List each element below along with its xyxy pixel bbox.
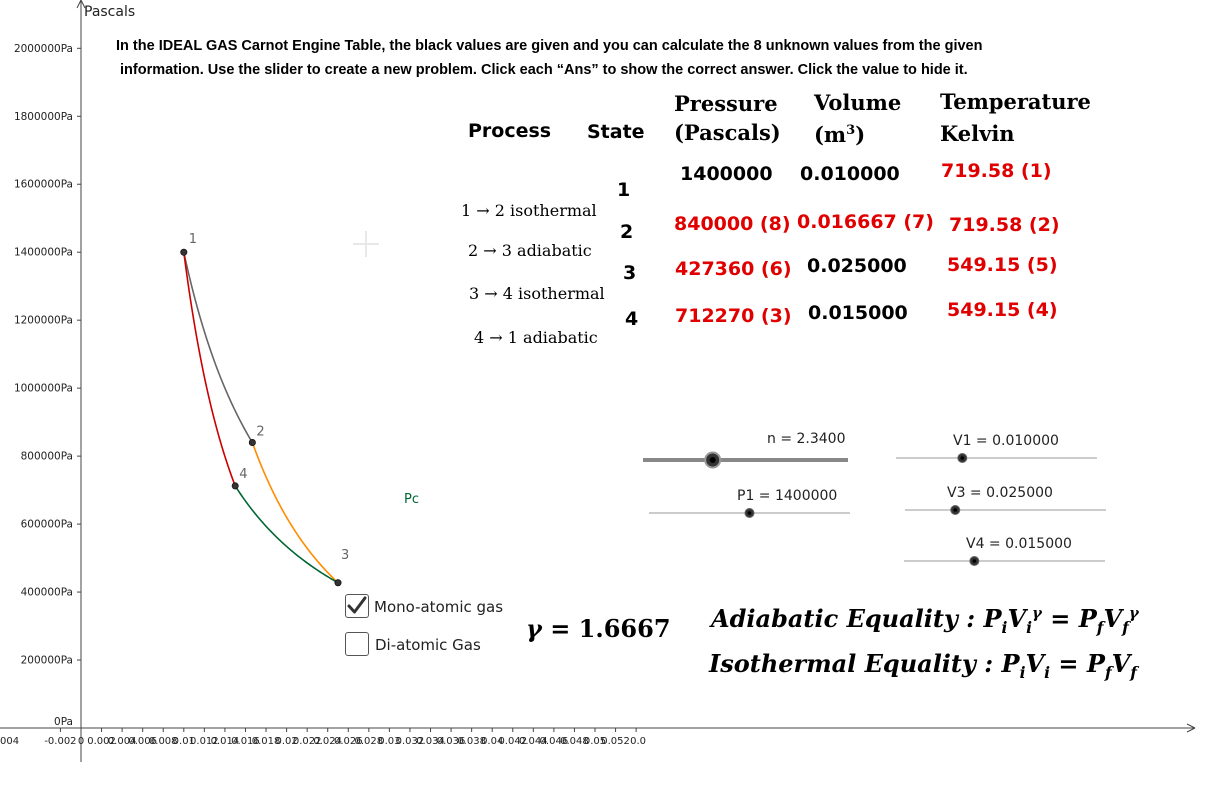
slider-v1[interactable] — [896, 448, 1097, 468]
slider-p1-label: P1 = 1400000 — [737, 488, 838, 504]
y-axis-label: Pascals — [84, 4, 136, 20]
pressure-state-1: 1400000 — [680, 163, 773, 185]
process-1-2: 1 → 2 isothermal — [461, 201, 597, 220]
x-tick-label: 0.0 — [630, 736, 647, 747]
volume-state-2-answer[interactable]: 0.016667 (7) — [797, 211, 934, 233]
temperature-state-2-answer[interactable]: 719.58 (2) — [949, 214, 1060, 236]
point-label-2: 2 — [256, 424, 265, 440]
pressure-state-2-answer[interactable]: 840000 (8) — [674, 213, 791, 235]
di-atomic-label[interactable]: Di-atomic Gas — [375, 636, 481, 654]
slider-v4-knob-center — [973, 559, 977, 563]
point-label-3: 3 — [341, 547, 350, 563]
x-tick-label: 0.052 — [601, 736, 630, 747]
x-tick-label: 0.05 — [583, 736, 607, 747]
process-2-3: 2 → 3 adiabatic — [468, 241, 592, 260]
slider-v3-knob-center — [953, 508, 957, 512]
x-tick-label: 0.022 — [292, 736, 322, 747]
x-tick-label: 0.036 — [436, 736, 466, 747]
x-tick-label: 0 — [77, 736, 85, 747]
slider-n-label: n = 2.3400 — [767, 431, 846, 447]
x-tick-label: 0.018 — [251, 736, 281, 747]
adiabatic-equality — [711, 604, 1139, 637]
mono-atomic-label[interactable]: Mono-atomic gas — [374, 598, 504, 616]
x-tick-label: 0.014 — [210, 736, 240, 747]
adiabatic-equality-formula: $P_iV_i^\gamma = P_fV_f^\gamma$ — [983, 604, 1139, 637]
slider-p1-knob-center — [748, 511, 752, 515]
x-tick-label: 0.042 — [498, 736, 528, 747]
temperature-state-1-answer[interactable]: 719.58 (1) — [941, 160, 1052, 182]
temperature-state-3-answer[interactable]: 549.15 (5) — [947, 254, 1058, 276]
adiabatic-equality-label: Adiabatic Equality : — [711, 604, 976, 633]
y-tick-label: 200000Pa — [20, 654, 73, 667]
isothermal-equality-formula: $P_iV_i = P_fV_f$ — [1001, 649, 1138, 682]
y-tick-label: 2000000Pa — [13, 42, 73, 55]
x-tick-label: 0.02 — [275, 736, 298, 747]
point-2[interactable] — [249, 439, 255, 445]
y-tick-label: 600000Pa — [20, 518, 73, 531]
header-volume-close: ) — [855, 122, 866, 147]
curve-2-3-adiabatic — [252, 443, 338, 583]
volume-state-1: 0.010000 — [800, 163, 900, 185]
state-4: 4 — [625, 308, 639, 330]
slider-v1-knob-center — [961, 456, 965, 460]
header-state: State — [587, 121, 645, 143]
slider-n-graphic[interactable] — [643, 450, 848, 470]
header-process: Process — [468, 120, 552, 142]
y-tick-label: 0Pa — [54, 716, 73, 728]
header-volume-1: Volume — [814, 90, 902, 115]
state-3: 3 — [623, 262, 637, 284]
x-tick-label: 0.026 — [333, 736, 363, 747]
gamma-value — [526, 614, 671, 643]
x-tick-label: 0.004 — [107, 736, 137, 747]
mono-atomic-checkbox[interactable] — [345, 594, 369, 618]
slider-v3-label: V3 = 0.025000 — [947, 485, 1053, 501]
curve-pc — [235, 486, 338, 583]
y-tick-label: 1400000Pa — [13, 246, 73, 259]
curve-label-pc: Pc — [404, 492, 419, 507]
y-tick-label: 1600000Pa — [13, 178, 73, 191]
slider-v1-graphic[interactable] — [896, 448, 1097, 468]
slider-p1-graphic[interactable] — [649, 503, 850, 523]
point-4[interactable] — [232, 483, 238, 489]
y-tick-label: 1800000Pa — [13, 110, 73, 123]
slider-v4-label: V4 = 0.015000 — [966, 536, 1072, 552]
x-tick-label: 0.01 — [172, 736, 195, 747]
x-tick-label: 0.028 — [354, 736, 384, 747]
temperature-state-4-answer[interactable]: 549.15 (4) — [947, 299, 1058, 321]
instructions — [112, 34, 1072, 82]
x-tick-label: 0.044 — [518, 736, 548, 747]
crosshair-cursor-icon — [353, 231, 379, 257]
header-volume-2 — [814, 122, 865, 147]
point-label-1: 1 — [188, 232, 198, 248]
header-pressure-2: (Pascals) — [674, 120, 781, 145]
header-temperature-1: Temperature — [940, 89, 1091, 114]
process-3-4: 3 → 4 isothermal — [469, 284, 605, 303]
slider-v4-graphic[interactable] — [904, 551, 1105, 571]
x-tick-label: 0.012 — [190, 736, 219, 747]
di-atomic-checkbox[interactable] — [345, 632, 369, 656]
volume-state-3: 0.025000 — [807, 255, 907, 277]
y-tick-label: 400000Pa — [20, 586, 73, 599]
slider-v4[interactable] — [904, 551, 1105, 571]
volume-state-4: 0.015000 — [808, 302, 908, 324]
point-1[interactable] — [181, 249, 187, 255]
slider-v3[interactable] — [905, 500, 1106, 520]
x-tick-label: 0.032 — [395, 736, 425, 747]
gamma-equals: = — [541, 614, 579, 643]
header-temperature-2: Kelvin — [940, 121, 1015, 146]
x-tick-label: 0.046 — [539, 736, 569, 747]
header-volume-exponent: 3 — [846, 123, 856, 138]
instructions-line-2: information. Use the slider to create a new problem. Click each “Ans” to show the correct answer. Click the value to hide it. — [120, 62, 968, 78]
header-volume-unit: (m — [814, 122, 847, 147]
x-tick-label: 0.048 — [560, 736, 589, 747]
slider-n[interactable] — [643, 450, 848, 470]
slider-n-knob-center — [710, 457, 716, 463]
curve-1-2-isothermal — [184, 252, 253, 442]
isothermal-equality-label: Isothermal Equality : — [709, 649, 994, 678]
isothermal-equality — [709, 649, 1137, 682]
header-pressure-1: Pressure — [674, 91, 778, 116]
x-tick-label: 0.03 — [378, 736, 401, 747]
point-label-4: 4 — [239, 466, 248, 482]
x-tick-label: 0.038 — [457, 736, 486, 747]
pressure-state-4-answer[interactable]: 712270 (3) — [675, 305, 792, 327]
process-4-1: 4 → 1 adiabatic — [474, 328, 598, 347]
state-2: 2 — [620, 221, 634, 243]
y-tick-label: 800000Pa — [20, 450, 73, 463]
checkmark-icon — [346, 595, 368, 617]
x-tick-label: 004 — [0, 736, 20, 747]
slider-p1[interactable] — [649, 503, 850, 523]
state-1: 1 — [617, 179, 631, 201]
x-tick-label: 0.002 — [87, 736, 116, 747]
x-tick-label: 0.008 — [148, 736, 178, 747]
slider-v3-graphic[interactable] — [905, 500, 1106, 520]
x-tick-label: 0.04 — [481, 736, 504, 747]
x-tick-label: 0.034 — [416, 736, 445, 747]
y-tick-label: 1200000Pa — [13, 314, 73, 327]
gamma-number: 1.6667 — [578, 614, 671, 643]
pressure-state-3-answer[interactable]: 427360 (6) — [675, 258, 792, 280]
x-tick-label: 0.024 — [313, 736, 343, 747]
gamma-symbol: γ — [526, 614, 542, 643]
point-3[interactable] — [335, 580, 341, 586]
slider-v1-label: V1 = 0.010000 — [953, 433, 1059, 449]
y-tick-label: 1000000Pa — [13, 382, 73, 395]
instructions-line-1: In the IDEAL GAS Carnot Engine Table, the black values are given and you can calculate the 8 unknown values from the given — [116, 38, 983, 54]
x-tick-label: -0.002 — [44, 736, 77, 747]
x-tick-label: 0.006 — [128, 736, 158, 747]
x-tick-label: 0.016 — [231, 736, 260, 747]
